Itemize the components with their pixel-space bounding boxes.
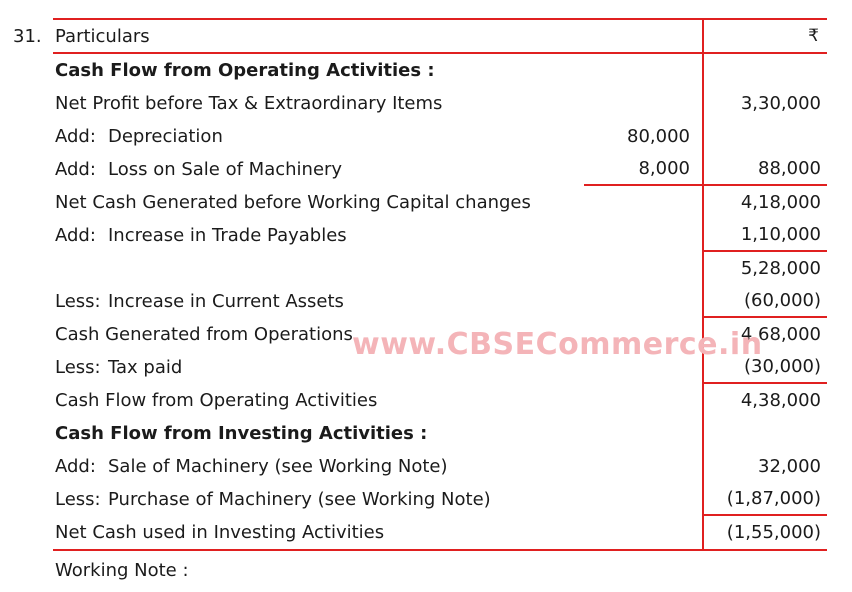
- particulars-header: Particulars: [55, 25, 150, 47]
- row-prefix: Add:: [55, 159, 96, 180]
- sub-amount-cell: [584, 516, 702, 549]
- question-number: 31.: [13, 26, 42, 47]
- sub-amount-cell: [584, 186, 702, 219]
- table-row: [53, 219, 827, 252]
- row-label: Loss on Sale of Machinery: [108, 159, 343, 180]
- row-label: Cash Flow from Operating Activities :: [55, 60, 435, 81]
- particulars-cell: [53, 219, 584, 252]
- row-label: Increase in Trade Payables: [108, 225, 347, 246]
- particulars-cell: [53, 450, 584, 483]
- row-prefix: Add:: [55, 456, 96, 477]
- particulars-cell: [53, 186, 584, 219]
- particulars-cell: [53, 384, 584, 417]
- amount-cell: (60,000): [702, 285, 827, 318]
- row-prefix: Add:: [55, 225, 96, 246]
- row-label: Sale of Machinery (see Working Note): [108, 456, 448, 477]
- sub-amount-cell: [584, 252, 702, 285]
- row-label: Net Profit before Tax & Extraordinary Items: [55, 93, 443, 114]
- amount-cell: [702, 54, 827, 87]
- amount-cell: 4,18,000: [702, 186, 827, 219]
- amount-cell: 88,000: [702, 153, 827, 186]
- table-row: [53, 186, 827, 219]
- particulars-cell: [53, 153, 584, 186]
- sub-amount-cell: [584, 417, 702, 450]
- particulars-cell: [53, 318, 584, 351]
- particulars-cell: [53, 351, 584, 384]
- amount-cell: 1,10,000: [702, 219, 827, 252]
- row-label: Tax paid: [108, 357, 183, 378]
- row-label: Net Cash used in Investing Activities: [55, 522, 385, 543]
- row-label: Depreciation: [108, 126, 223, 147]
- table-header-row: [53, 20, 827, 54]
- particulars-cell: [53, 120, 584, 153]
- sub-amount-cell: [584, 318, 702, 351]
- amount-cell: (1,55,000): [702, 516, 827, 549]
- sub-amount-cell: 80,000: [627, 126, 690, 147]
- particulars-cell: [53, 285, 584, 318]
- amount-cell: (30,000): [702, 351, 827, 384]
- table-row: [53, 417, 827, 450]
- sub-amount-cell: 8,000: [584, 153, 702, 186]
- row-label: Cash Flow from Investing Activities :: [55, 423, 428, 444]
- table-row: [53, 516, 827, 549]
- working-note-heading: Working Note :: [55, 560, 189, 581]
- table-row: [53, 54, 827, 87]
- amount-cell: 4,38,000: [702, 384, 827, 417]
- amount-cell: 4,68,000: [702, 318, 827, 351]
- amount-cell: [702, 417, 827, 450]
- row-label: Purchase of Machinery (see Working Note): [108, 489, 491, 510]
- cash-flow-table: [53, 18, 827, 551]
- table-row: [53, 120, 827, 153]
- sub-amount-cell: [584, 351, 702, 384]
- table-row: [53, 252, 827, 285]
- amount-cell: (1,87,000): [702, 483, 827, 516]
- amount-cell: 3,30,000: [702, 87, 827, 120]
- sub-amount-cell: [584, 285, 702, 318]
- table-row: [53, 450, 827, 483]
- particulars-cell: [53, 252, 584, 285]
- table-row: [53, 87, 827, 120]
- row-label: Cash Generated from Operations: [55, 324, 353, 345]
- row-label: Net Cash Generated before Working Capital changes: [55, 192, 531, 213]
- site-watermark: www.CBSECommerce.in: [352, 327, 763, 362]
- table-row: [53, 153, 827, 186]
- sub-amount-cell: [584, 384, 702, 417]
- sub-amount-cell: [584, 450, 702, 483]
- row-prefix: Less:: [55, 291, 101, 312]
- table-row: [53, 483, 827, 516]
- particulars-cell: [53, 417, 584, 450]
- sub-amount-cell: [584, 219, 702, 252]
- sub-amount-header: [584, 20, 702, 52]
- row-label: Cash Flow from Operating Activities: [55, 390, 378, 411]
- table-row: [53, 351, 827, 384]
- row-prefix: Add:: [55, 126, 96, 147]
- amount-cell: 5,28,000: [702, 252, 827, 285]
- sub-amount-cell: [584, 87, 702, 120]
- table-row: [53, 285, 827, 318]
- amount-header-rupee: ₹: [702, 20, 827, 52]
- sub-amount-cell: [584, 483, 702, 516]
- table-row: [53, 384, 827, 417]
- row-prefix: Less:: [55, 357, 101, 378]
- row-label: Increase in Current Assets: [108, 291, 344, 312]
- table-row: [53, 318, 827, 351]
- particulars-cell: [53, 483, 584, 516]
- amount-cell: [702, 120, 827, 153]
- amount-cell: 32,000: [702, 450, 827, 483]
- particulars-cell: [53, 516, 584, 549]
- sub-amount-cell: [584, 54, 702, 87]
- particulars-cell: [53, 54, 584, 87]
- row-prefix: Less:: [55, 489, 101, 510]
- particulars-cell: [53, 87, 584, 120]
